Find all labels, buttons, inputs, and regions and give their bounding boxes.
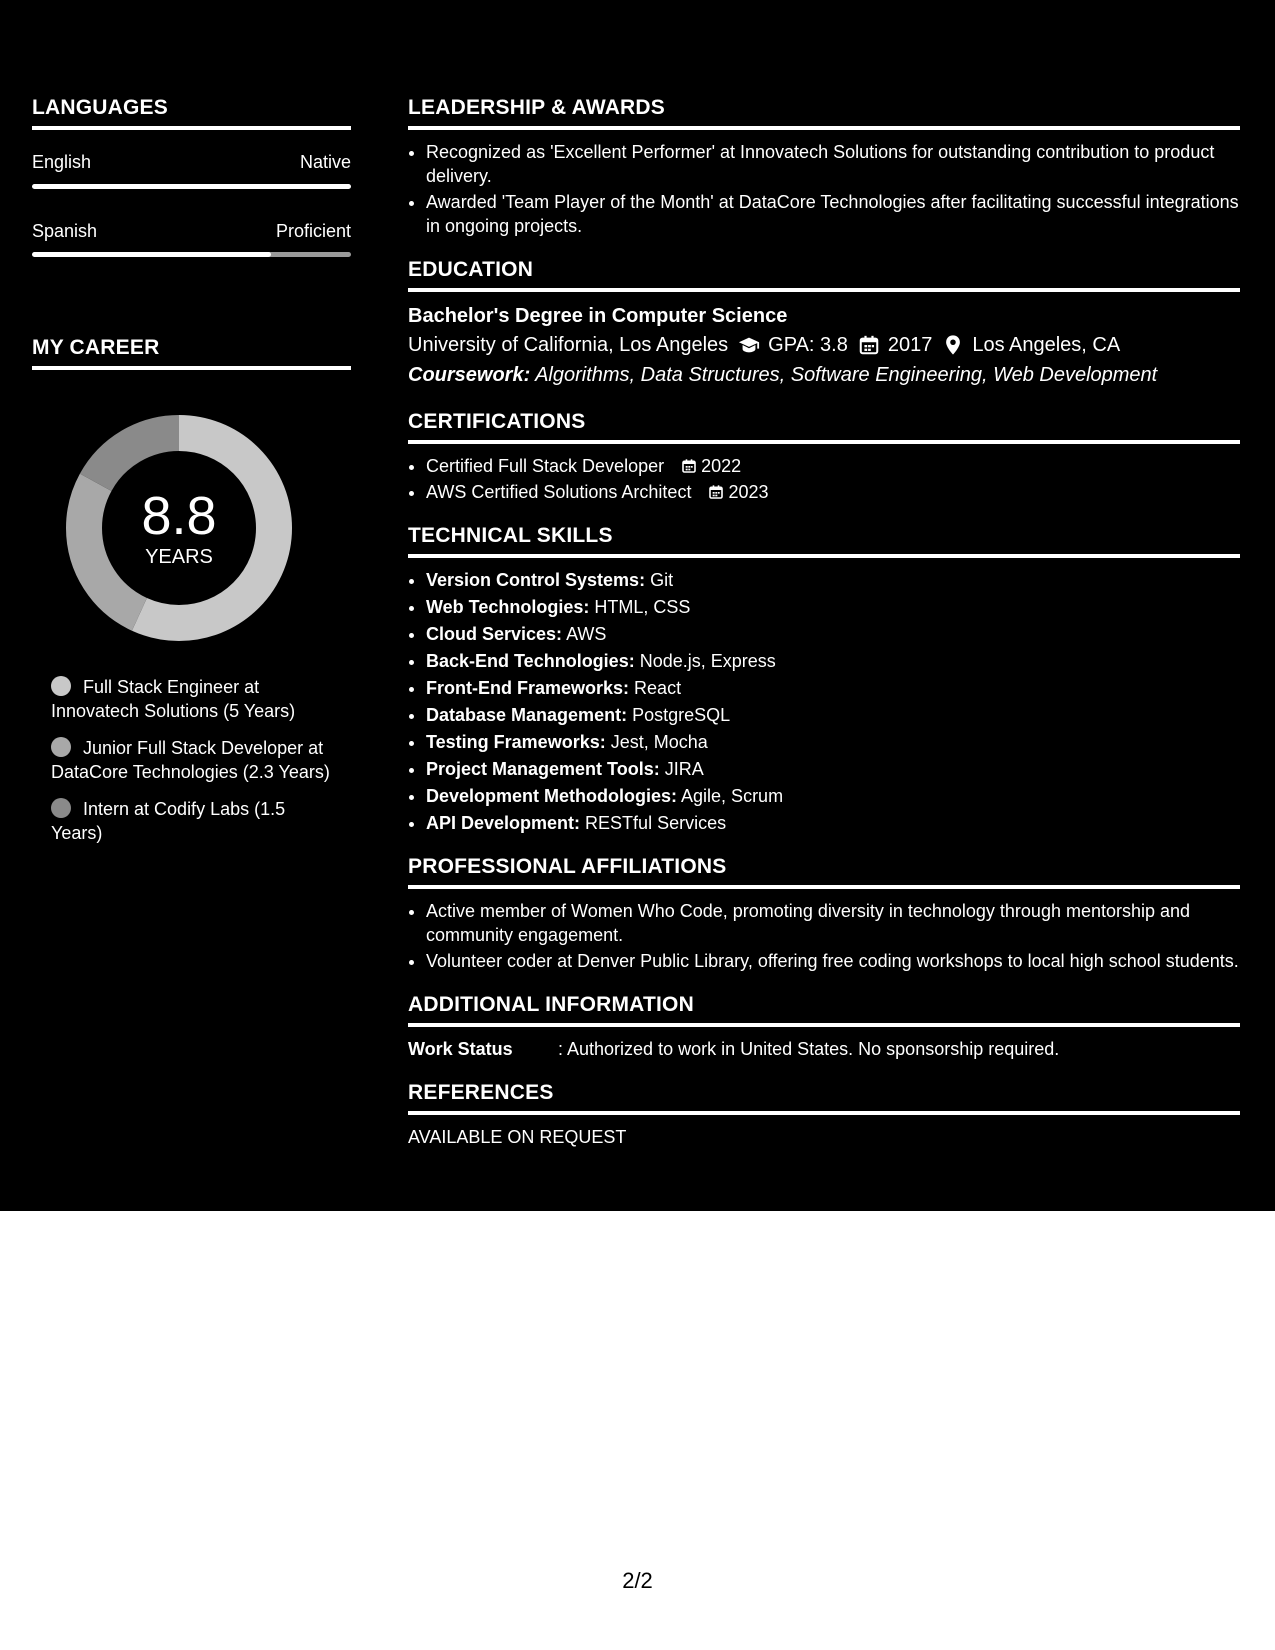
page-number: 2/2 <box>622 1568 653 1593</box>
skill-label: Version Control Systems: <box>426 570 646 590</box>
work-status-label: Work Status <box>408 1039 513 1059</box>
skill-value: Git <box>650 570 674 590</box>
skill-value: Agile, Scrum <box>681 786 784 806</box>
calendar-icon <box>708 484 724 500</box>
coursework-label: Coursework: <box>408 364 531 386</box>
skill-item <box>426 784 1240 808</box>
skill-item <box>426 676 1240 700</box>
list-item <box>426 480 1240 504</box>
career-item <box>51 797 341 845</box>
skill-label: Database Management: <box>426 705 628 725</box>
education-year: 2017 <box>887 334 933 356</box>
skill-value: PostgreSQL <box>632 705 731 725</box>
leadership-heading: LEADERSHIP & AWARDS <box>408 96 1240 130</box>
skill-label: Front-End Frameworks: <box>426 678 630 698</box>
work-status-row <box>408 1037 1240 1061</box>
leadership-section <box>408 96 1240 238</box>
language-name: Spanish <box>32 221 98 241</box>
location-pin-icon <box>942 334 964 356</box>
certification-name: AWS Certified Solutions Architect <box>426 482 692 502</box>
skill-item <box>426 568 1240 592</box>
certification-name: Certified Full Stack Developer <box>426 456 665 476</box>
language-bar-fill <box>32 184 351 189</box>
references-heading: REFERENCES <box>408 1081 1240 1115</box>
education-location: Los Angeles, CA <box>972 334 1121 356</box>
languages-heading: LANGUAGES <box>32 96 351 130</box>
language-level: Native <box>299 152 351 172</box>
additional-info-heading: ADDITIONAL INFORMATION <box>408 993 1240 1027</box>
career-item-text: Junior Full Stack Developer at DataCore Technologies (2.3 Years) <box>51 738 330 782</box>
skill-item <box>426 757 1240 781</box>
education-meta <box>408 330 1240 360</box>
education-section <box>408 258 1240 390</box>
career-item-text: Intern at Codify Labs (1.5 Years) <box>51 799 286 843</box>
certification-year: 2023 <box>728 482 769 502</box>
skill-value: HTML, CSS <box>594 597 691 617</box>
skill-label: Testing Frameworks: <box>426 732 606 752</box>
certifications-heading: CERTIFICATIONS <box>408 410 1240 444</box>
skill-label: Project Management Tools: <box>426 759 660 779</box>
education-gpa: GPA: 3.8 <box>768 334 848 356</box>
skill-item <box>426 595 1240 619</box>
language-level: Proficient <box>275 221 351 241</box>
certification-year: 2022 <box>701 456 742 476</box>
right-column <box>408 96 1240 1169</box>
list-item: • Volunteer coder at Denver Public Library, offering free coding workshops to local high school students. <box>426 949 1240 973</box>
affiliations-heading: PROFESSIONAL AFFILIATIONS <box>408 855 1240 889</box>
skill-label: API Development: <box>426 813 581 833</box>
skill-value: JIRA <box>664 759 704 779</box>
career-dot-icon <box>51 737 71 757</box>
career-total-unit: YEARS <box>145 545 213 568</box>
skill-item <box>426 703 1240 727</box>
certifications-list <box>408 454 1240 504</box>
language-name: English <box>32 152 92 172</box>
skill-value: Jest, Mocha <box>610 732 708 752</box>
skill-label: Back-End Technologies: <box>426 651 635 671</box>
skill-label: Web Technologies: <box>426 597 590 617</box>
career-item <box>51 736 341 784</box>
skill-value: Node.js, Express <box>639 651 776 671</box>
education-school: University of California, Los Angeles <box>408 334 729 356</box>
language-bar-fill <box>32 252 271 257</box>
skills-heading: TECHNICAL SKILLS <box>408 524 1240 558</box>
education-heading: EDUCATION <box>408 258 1240 292</box>
skill-label: Development Methodologies: <box>426 786 678 806</box>
skill-value: RESTful Services <box>585 813 727 833</box>
education-degree: Bachelor's Degree in Computer Science <box>408 305 788 327</box>
references-text: AVAILABLE ON REQUEST <box>408 1127 627 1147</box>
calendar-icon <box>681 458 697 474</box>
skills-section <box>408 524 1240 835</box>
list-item <box>426 454 1240 478</box>
work-status-value: : Authorized to work in United States. No sponsorship required. <box>558 1039 1060 1059</box>
list-item: • Awarded 'Team Player of the Month' at DataCore Technologies after facilitating successful integrations in ongoing projects. <box>426 190 1240 238</box>
additional-info-section <box>408 993 1240 1061</box>
affiliations-section <box>408 855 1240 973</box>
career-dot-icon <box>51 676 71 696</box>
language-bar-english <box>32 184 351 189</box>
skill-value: React <box>634 678 682 698</box>
education-coursework <box>408 360 1240 390</box>
references-section <box>408 1081 1240 1149</box>
skill-item <box>426 649 1240 673</box>
language-row-english <box>32 152 351 173</box>
list-item: • Recognized as 'Excellent Performer' at Innovatech Solutions for outstanding contribution to product delivery. <box>426 140 1240 188</box>
career-item <box>51 675 341 723</box>
language-bar-spanish <box>32 252 351 257</box>
graduation-cap-icon <box>738 334 760 356</box>
calendar-icon <box>858 334 880 356</box>
skills-list <box>408 568 1240 835</box>
career-total-value: 8.8 <box>141 485 217 546</box>
career-dot-icon <box>51 798 71 818</box>
career-heading: MY CAREER <box>32 336 351 370</box>
career-donut-chart <box>66 415 292 641</box>
certifications-section <box>408 410 1240 504</box>
language-row-spanish <box>32 221 351 242</box>
skill-label: Cloud Services: <box>426 624 563 644</box>
skill-item <box>426 811 1240 835</box>
affiliations-list <box>408 899 1240 973</box>
coursework-value: Algorithms, Data Structures, Software Engineering, Web Development <box>535 364 1158 386</box>
career-item-text: Full Stack Engineer at Innovatech Solutions (5 Years) <box>51 677 296 721</box>
skill-item <box>426 622 1240 646</box>
skill-item <box>426 730 1240 754</box>
career-total <box>66 415 292 641</box>
career-list <box>51 675 341 858</box>
skill-value: AWS <box>566 624 607 644</box>
list-item: • Active member of Women Who Code, promoting diversity in technology through mentorship and community engagement. <box>426 899 1240 947</box>
leadership-list <box>408 140 1240 238</box>
